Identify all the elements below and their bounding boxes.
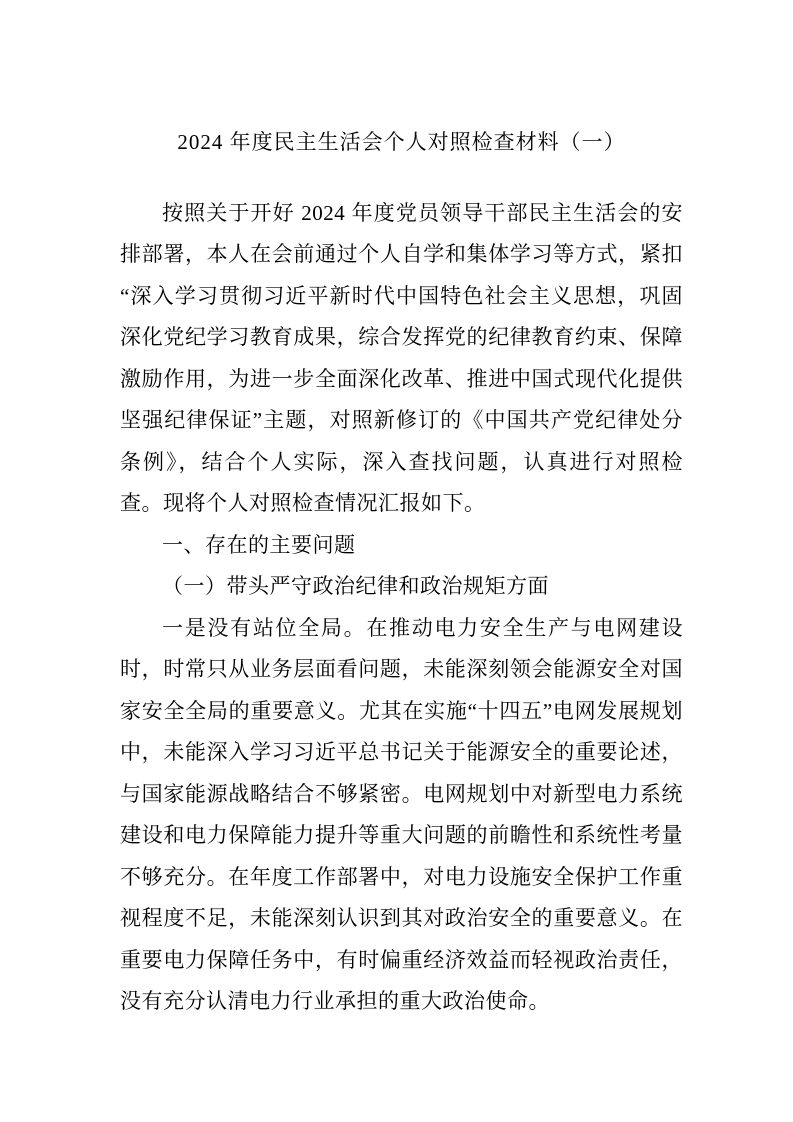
document-body [120,193,683,1023]
paragraph: 按照关于开好 2024 年度党员领导干部民主生活会的安排部署，本人在会前通过个人自学和集体学习等方式，紧扣“深入学习贯彻习近平新时代中国特色社会主义思想，巩固深化党纪学习教育成果，综合发挥党的纪律教育约束、保障激励作用，为进一步全面深化改革、推进中国式现代化提供坚强纪律保证”主题，对照新修订的《中国共产党纪律处分条例》，结合个人实际，深入查找问题，认真进行对照检查。现将个人对照检查情况汇报如下。 [120,200,683,515]
document-title: 2024 年度民主生活会个人对照检查材料（一） [177,130,626,154]
heading1: 一、存在的主要问题 [162,532,356,557]
heading2: （一）带头严守政治纪律和政治规矩方面 [162,574,549,598]
paragraph: 一是没有站位全局。在推动电力安全生产与电网建设时，时常只从业务层面看问题，未能深刻领会能源安全对国家安全全局的重要意义。尤其在实施“十四五”电网发展规划中，未能深入学习习近平总书记关于能源安全的重要论述，与国家能源战略结合不够紧密。电网规划中对新型电力系统建设和电力保障能力提升等重大问题的前瞻性和系统性考量不够充分。在年度工作部署中，对电力设施安全保护工作重视程度不足，未能深刻认识到其对政治安全的重要意义。在重要电力保障任务中，有时偏重经济效益而轻视政治责任，没有充分认清电力行业承担的重大政治使命。 [120,615,683,1013]
